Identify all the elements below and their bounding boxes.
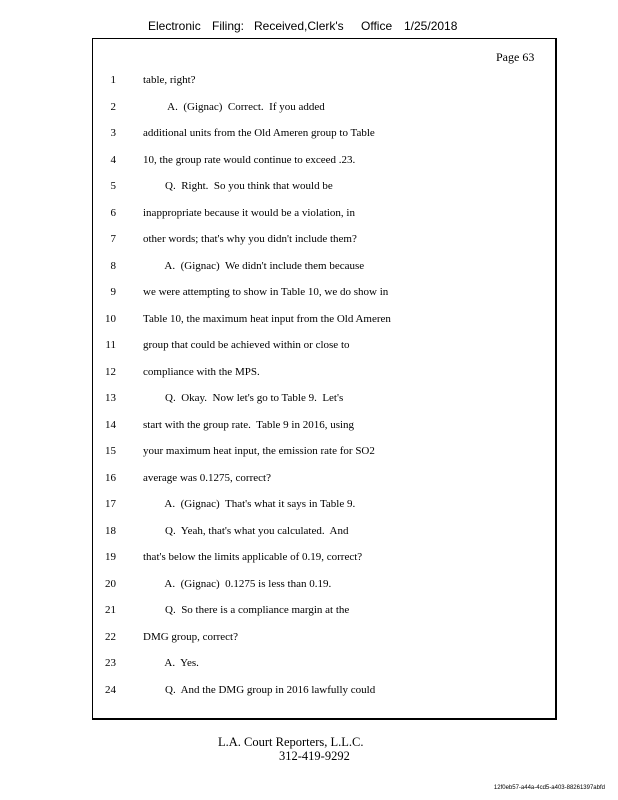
line-number: 5 — [110, 180, 116, 192]
line-number: 1 — [110, 74, 116, 86]
line-text: DMG group, correct? — [143, 630, 238, 643]
transcript-line — [0, 549, 618, 565]
transcript-line — [0, 99, 618, 115]
line-number: 17 — [105, 498, 116, 510]
line-number: 6 — [110, 206, 116, 219]
line-text: compliance with the MPS. — [143, 365, 260, 378]
filing-stamp — [0, 19, 618, 35]
line-text: Table 10, the maximum heat input from the Old Ameren — [143, 312, 391, 325]
line-text: A. (Gignac) 0.1275 is less than 0.19. — [143, 577, 332, 590]
footer-phone: 312-419-9292 — [279, 749, 350, 763]
line-number: 11 — [105, 339, 116, 351]
stamp-electronic: Electronic — [148, 19, 201, 33]
line-number: 24 — [105, 683, 116, 696]
line-number: 22 — [105, 630, 116, 643]
stamp-office: Office — [361, 19, 393, 33]
line-text: 10, the group rate would continue to exceed .23. — [143, 153, 356, 166]
line-text: inappropriate because it would be a violation, in — [143, 206, 355, 219]
line-text: other words; that's why you didn't include them? — [143, 233, 357, 245]
line-text: Q. Okay. Now let's go to Table 9. Let's — [143, 392, 344, 404]
line-number: 9 — [110, 286, 116, 298]
line-number: 23 — [105, 657, 116, 669]
transcript-line — [0, 602, 618, 618]
transcript-line — [0, 284, 618, 300]
document-hash: 12f0eb57-a44a-4cd5-a403-88261397abfd — [493, 785, 605, 791]
line-text: Q. Right. So you think that would be — [143, 180, 333, 192]
line-text: average was 0.1275, correct? — [143, 471, 271, 484]
line-text: that's below the limits applicable of 0.19, correct? — [143, 551, 363, 563]
line-text: A. (Gignac) That's what it says in Table 9. — [143, 498, 356, 510]
line-number: 4 — [110, 153, 116, 166]
transcript-line — [0, 655, 618, 671]
transcript-line — [0, 629, 618, 645]
transcript-line — [0, 311, 618, 327]
line-number: 3 — [110, 127, 116, 139]
line-text: A. Yes. — [143, 657, 199, 669]
transcript-line — [0, 178, 618, 194]
line-number: 10 — [105, 312, 116, 325]
transcript-line — [0, 576, 618, 592]
line-text: A. (Gignac) We didn't include them because — [143, 259, 365, 272]
transcript-line — [0, 417, 618, 433]
line-text: table, right? — [143, 74, 196, 86]
transcript-line — [0, 152, 618, 168]
line-number: 13 — [105, 392, 116, 404]
line-number: 7 — [110, 233, 116, 245]
stamp-filing: Filing: — [212, 19, 245, 33]
transcript-line — [0, 496, 618, 512]
transcript-line — [0, 443, 618, 459]
line-text: Q. And the DMG group in 2016 lawfully could — [143, 683, 376, 696]
line-number: 21 — [105, 604, 116, 616]
footer-company: L.A. Court Reporters, L.L.C. — [218, 735, 364, 749]
line-text: we were attempting to show in Table 10, we do show in — [143, 286, 389, 298]
stamp-date: 1/25/2018 — [404, 19, 458, 33]
line-text: start with the group rate. Table 9 in 2016, using — [143, 418, 355, 431]
line-text: Q. So there is a compliance margin at the — [143, 604, 350, 616]
transcript-line — [0, 125, 618, 141]
transcript-line — [0, 337, 618, 353]
line-text: additional units from the Old Ameren group to Table — [143, 127, 375, 139]
transcript-line — [0, 72, 618, 88]
transcript-line — [0, 523, 618, 539]
transcript-line — [0, 231, 618, 247]
line-number: 19 — [105, 551, 116, 563]
line-text: group that could be achieved within or close to — [143, 339, 350, 351]
line-number: 18 — [105, 524, 116, 537]
line-number: 8 — [110, 259, 116, 272]
line-text: Q. Yeah, that's what you calculated. And — [143, 524, 349, 537]
stamp-received: Received,Clerk's — [254, 19, 344, 33]
page-number: Page 63 — [496, 50, 535, 64]
transcript-line — [0, 682, 618, 698]
line-number: 20 — [105, 577, 116, 590]
line-text: your maximum heat input, the emission rate for SO2 — [143, 445, 375, 457]
transcript-line — [0, 390, 618, 406]
line-number: 2 — [110, 100, 116, 113]
transcript-line — [0, 258, 618, 274]
line-number: 16 — [105, 471, 116, 484]
transcript-line — [0, 205, 618, 221]
line-number: 12 — [105, 365, 116, 378]
transcript-line — [0, 470, 618, 486]
transcript-line — [0, 364, 618, 380]
line-text: A. (Gignac) Correct. If you added — [143, 100, 325, 113]
line-number: 14 — [105, 418, 116, 431]
line-number: 15 — [105, 445, 116, 457]
